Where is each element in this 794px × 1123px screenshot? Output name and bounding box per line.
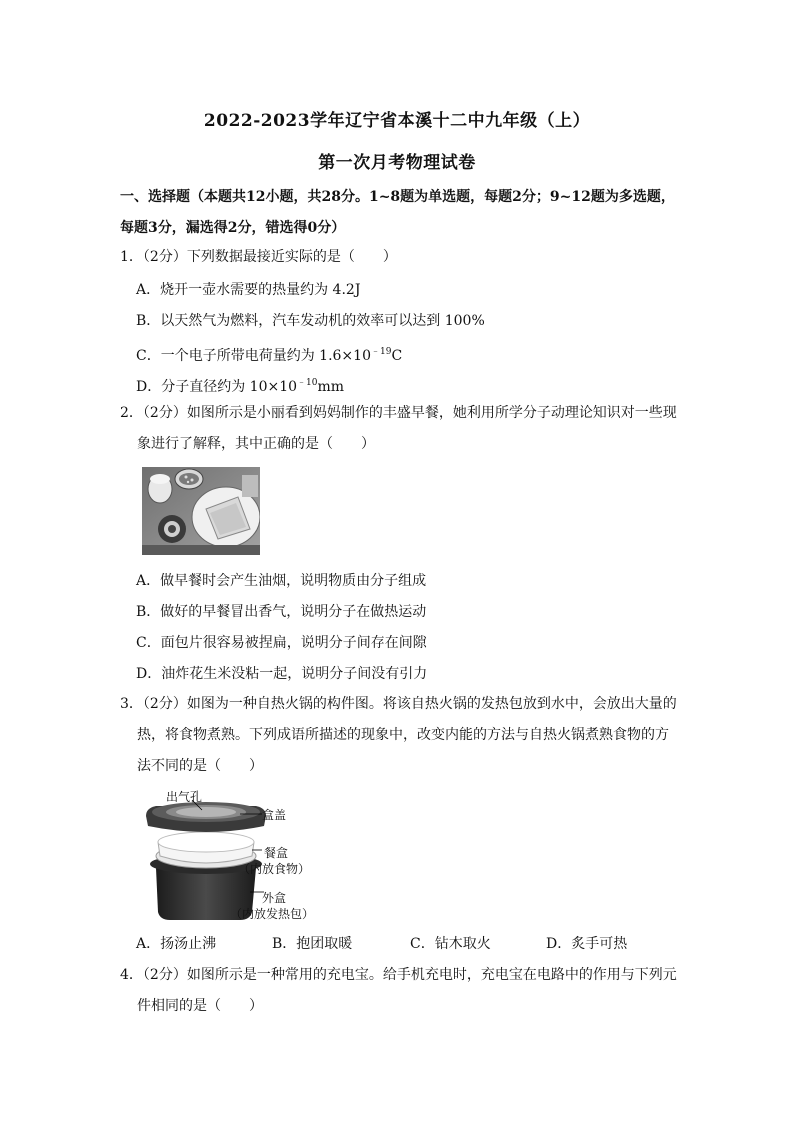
q1-c-unit: C	[391, 348, 403, 364]
question-3-stem-line1: 3．（2分）如图为一种自热火锅的构件图。将该自热火锅的发热包放到水中，会放出大量的	[120, 696, 677, 712]
question-1-option-c	[136, 342, 402, 366]
question-3-option-d: D．炙手可热	[546, 936, 628, 952]
question-4-stem-line2: 件相同的是（ ）	[137, 998, 263, 1014]
question-1-option-b: B．以天然气为燃料，汽车发动机的效率可以达到 100%	[136, 313, 485, 329]
q1-c-text: C．一个电子所带电荷量约为 1.6×10	[136, 348, 371, 364]
question-4-stem-line1: 4．（2分）如图所示是一种常用的充电宝。给手机充电时，充电宝在电路中的作用与下列元	[120, 967, 677, 983]
question-2-option-c: C．面包片很容易被捏扁，说明分子间存在间隙	[136, 635, 427, 651]
section-heading	[120, 182, 700, 244]
q1-d-unit: mm	[317, 379, 345, 395]
label-vent: 出气孔	[166, 790, 203, 804]
q1-d-text: D．分子直径约为 10×10	[136, 379, 298, 395]
question-3-option-c: C．钻木取火	[410, 936, 491, 952]
label-lid: 盒盖	[262, 808, 287, 822]
q1-c-exponent: ﹣19	[370, 347, 392, 357]
q1-d-exponent: ﹣10	[297, 378, 318, 388]
question-2-option-a: A．做早餐时会产生油烟，说明物质由分子组成	[136, 573, 427, 589]
question-2-option-d: D．油炸花生米没粘一起，说明分子间没有引力	[136, 666, 428, 682]
breakfast-photo	[142, 467, 260, 555]
exam-title: 2022-2023学年辽宁省本溪十二中九年级（上）	[203, 111, 591, 131]
section-heading-line1: 一、选择题（本题共12小题，共28分。1~8题为单选题，每题2分；9~12题为多选题，	[120, 189, 675, 205]
section-heading-line2: 每题3分，漏选得2分，错选得0分）	[120, 220, 346, 236]
question-3-stem	[120, 689, 680, 782]
label-outer-note: （内放发热包）	[230, 907, 315, 921]
label-outer: 外盒	[262, 891, 287, 905]
question-1-option-d	[136, 373, 344, 397]
exam-subtitle: 第一次月考物理试卷	[318, 153, 476, 173]
question-3-option-a: A．扬汤止沸	[136, 936, 217, 952]
question-3-stem-line2: 热，将食物煮熟。下列成语所描述的现象中，改变内能的方法与自热火锅煮熟食物的方	[137, 727, 669, 743]
question-2-option-b: B．做好的早餐冒出香气，说明分子在做热运动	[136, 604, 427, 620]
question-4-stem	[120, 960, 680, 1022]
question-1-stem: 1．（2分）下列数据最接近实际的是（ ）	[120, 249, 397, 265]
question-2-stem-line1: 2．（2分）如图所示是小丽看到妈妈制作的丰盛早餐，她利用所学分子动理论知识对一些现	[120, 405, 677, 421]
question-3-option-b: B．抱团取暖	[272, 936, 353, 952]
question-3-stem-line3: 法不同的是（ ）	[137, 758, 263, 774]
hotpot-diagram	[140, 790, 320, 922]
label-tray-note: （内放食物）	[238, 862, 311, 876]
label-tray: 餐盒	[264, 846, 289, 860]
question-1-option-a: A．烧开一壶水需要的热量约为 4.2J	[136, 282, 361, 298]
question-2-stem-line2: 象进行了解释，其中正确的是（ ）	[137, 436, 375, 452]
question-2-stem	[120, 398, 680, 460]
